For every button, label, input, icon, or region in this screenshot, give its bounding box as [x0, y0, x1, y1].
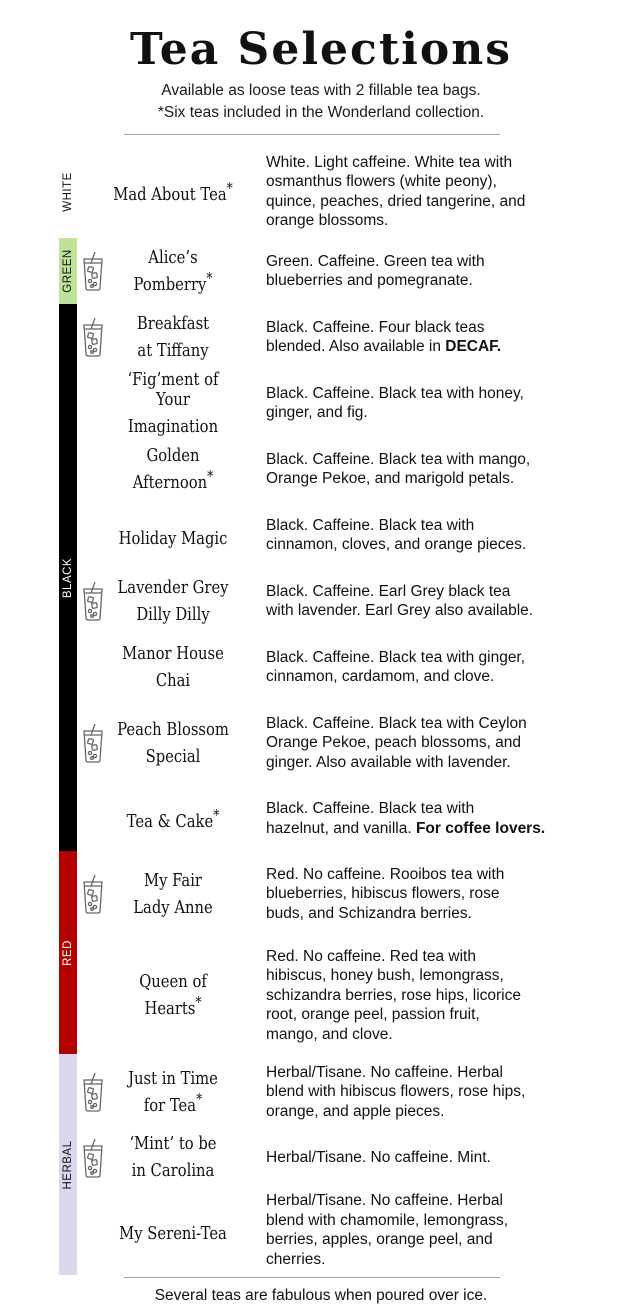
- iced-tea-glass-icon: [80, 251, 106, 291]
- bottom-divider: [124, 1277, 500, 1278]
- footer-iced-note: Several teas are fabulous when poured over ice.: [154, 1287, 488, 1304]
- tea-row-queen-of-hearts: [80, 937, 642, 1054]
- tea-description: Black. Caffeine. Black tea with ginger, cinnamon, cardamom, and clove.: [266, 648, 526, 685]
- tea-name: Manor House Chai: [122, 642, 224, 691]
- tea-row-just-in-time: [80, 1054, 642, 1130]
- tea-description: Green. Caffeine. Green tea with blueberries and pomegranate.: [266, 252, 485, 289]
- tea-description: Herbal/Tisane. No caffeine. Mint.: [266, 1148, 491, 1166]
- tea-name: Lavender Grey Dilly Dilly: [117, 576, 229, 625]
- tea-name: Just in Time for Tea*: [128, 1067, 218, 1116]
- tea-row-tea-and-cake: [80, 786, 642, 851]
- subtitle-wonderland-note: *Six teas included in the Wonderland collection.: [157, 104, 485, 121]
- tea-row-my-fair-lady-anne: [80, 851, 642, 937]
- tea-description: Black. Caffeine. Black tea with hazelnut, and vanilla. For coffee lovers.: [266, 800, 546, 837]
- tea-row-mad-about-tea: [80, 145, 642, 238]
- tea-row-golden-afternoon: [80, 436, 642, 502]
- tea-row-mint-to-be: [80, 1130, 642, 1185]
- tea-description: White. Light caffeine. White tea with osmanthus flowers (white peony), quince, peaches, dried tangerine, and orange blossoms.: [266, 153, 526, 229]
- tea-name: Peach Blossom Special: [117, 718, 229, 767]
- tea-description: Red. No caffeine. Rooibos tea with blueberries, hibiscus flowers, rose buds, and Schizandra berries.: [266, 865, 505, 922]
- page-title: Tea Selections: [130, 24, 512, 75]
- tea-description: Black. Caffeine. Black tea with honey, ginger, and fig.: [266, 384, 524, 421]
- tea-description: Black. Caffeine. Four black teas blended. Also available in DECAF.: [266, 318, 502, 355]
- iced-tea-glass-icon: [80, 1138, 106, 1178]
- tea-name: Alice’s Pomberry*: [133, 246, 213, 295]
- tea-row-figment: [80, 370, 642, 436]
- category-label-red: RED: [62, 939, 74, 966]
- tea-description: Black. Caffeine. Earl Grey black tea with lavender. Earl Grey also available.: [266, 582, 534, 619]
- subtitle-availability: Available as loose teas with 2 fillable tea bags.: [161, 82, 481, 99]
- tea-description: Black. Caffeine. Black tea with mango, Orange Pekoe, and marigold petals.: [266, 450, 531, 487]
- tea-name: ‘Mint’ to be in Carolina: [129, 1133, 217, 1181]
- tea-description: Herbal/Tisane. No caffeine. Herbal blend with chamomile, lemongrass, berries, apples, orange peel, and cherries.: [266, 1192, 509, 1268]
- tea-row-my-sereni-tea: [80, 1185, 642, 1275]
- category-label-white: WHITE: [62, 171, 74, 212]
- tea-name: Mad About Tea*: [113, 179, 233, 205]
- tea-name: My Sereni-Tea: [119, 1222, 227, 1244]
- tea-name: Breakfast at Tiffany: [136, 312, 210, 361]
- tea-description: Herbal/Tisane. No caffeine. Herbal blend with hibiscus flowers, rose hips, orange, and apple pieces.: [266, 1063, 526, 1120]
- category-band-herbal: [59, 1054, 77, 1275]
- tea-name: ‘Fig’ment of Your Imagination: [127, 368, 219, 437]
- tea-description: Black. Caffeine. Black tea with cinnamon, cloves, and orange pieces.: [266, 516, 527, 553]
- iced-tea-glass-icon: [80, 1072, 106, 1112]
- category-label-black: BLACK: [62, 557, 74, 598]
- tea-row-holiday-magic: [80, 502, 642, 568]
- iced-tea-glass-icon: [80, 874, 106, 914]
- category-band-red: [59, 851, 77, 1054]
- tea-row-manor-house-chai: [80, 634, 642, 700]
- tea-row-lavender-grey: [80, 568, 642, 634]
- tea-description: Black. Caffeine. Black tea with Ceylon Orange Pekoe, peach blossoms, and ginger. Also available with lavender.: [266, 714, 527, 771]
- tea-row-peach-blossom: [80, 700, 642, 786]
- category-label-green: GREEN: [62, 249, 74, 293]
- tea-name: Queen of Hearts*: [139, 971, 207, 1019]
- category-band-white: [59, 145, 77, 238]
- iced-tea-glass-icon: [80, 317, 106, 357]
- iced-tea-glass-icon: [80, 723, 106, 763]
- category-band-black: [59, 304, 77, 851]
- tea-description: Red. No caffeine. Red tea with hibiscus, honey bush, lemongrass, schizandra berries, rose hips, licorice root, orange peel, passion fruit, mango, and clove.: [266, 947, 521, 1043]
- tea-row-alices-pomberry: [80, 238, 642, 304]
- category-label-herbal: HERBAL: [62, 1139, 74, 1190]
- top-divider: [124, 134, 500, 135]
- iced-tea-glass-icon: [80, 581, 106, 621]
- tea-name: Tea & Cake*: [126, 806, 220, 832]
- tea-row-breakfast-at-tiffany: [80, 304, 642, 370]
- tea-name: Golden Afternoon*: [132, 444, 214, 493]
- tea-name: Holiday Magic: [118, 527, 228, 549]
- category-band-green: [59, 238, 77, 304]
- tea-name: My Fair Lady Anne: [133, 869, 213, 918]
